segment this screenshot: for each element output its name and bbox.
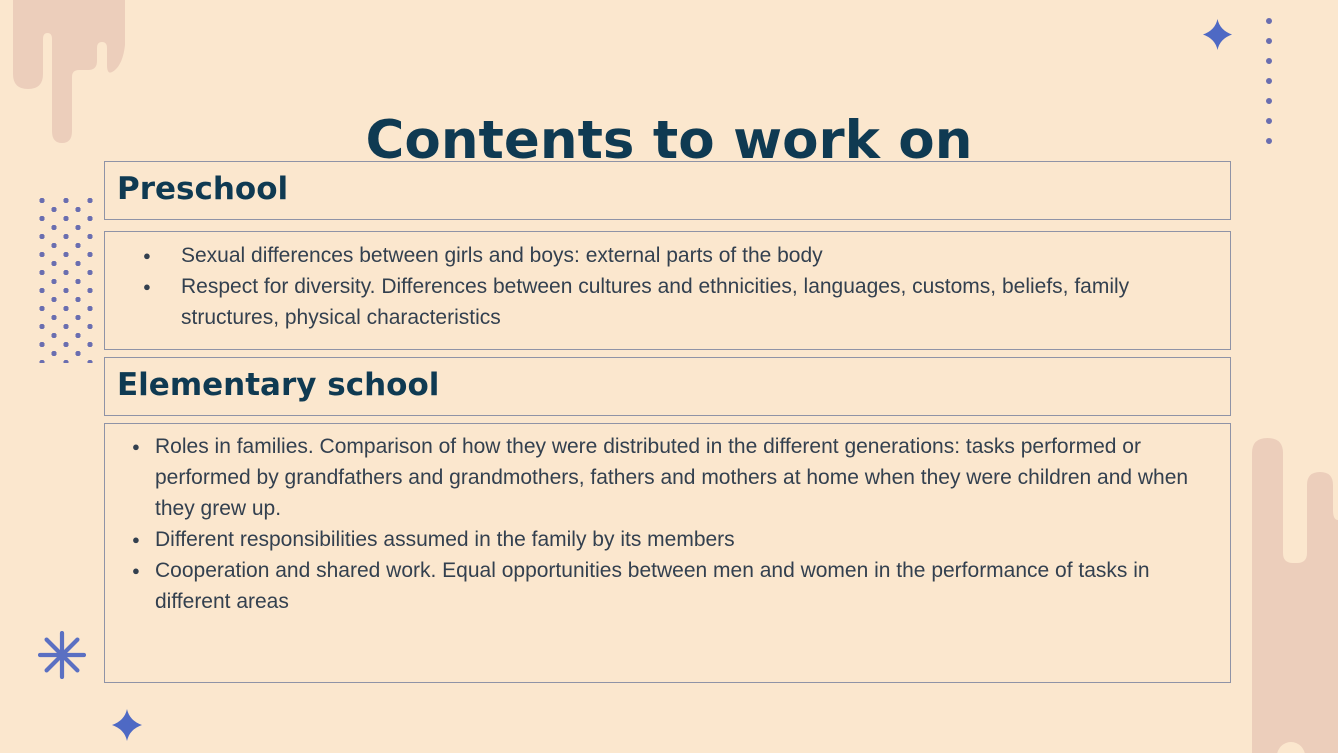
bullet-item [105,555,1220,617]
dots-grid-left [36,196,94,363]
diamond-icon [1201,19,1234,50]
bullet-text: Sexual differences between girls and boys: external parts of the body [181,244,823,267]
section-content-elementary [104,423,1231,683]
asterisk-icon [38,631,86,679]
bullet-item [105,240,1222,271]
section-content-preschool [104,231,1231,350]
section-heading-preschool: Preschool [104,161,1231,220]
bullet-item [105,431,1220,524]
diamond-icon [112,709,142,741]
bullet-item [105,271,1222,333]
bullet-text: Respect for diversity. Differences between cultures and ethnicities, languages, customs, beliefs, family structures, physical characteristics [181,275,1130,329]
drip-bottom-right-shape [1240,430,1338,753]
bullet-text: Different responsibilities assumed in the family by its members [155,528,735,551]
bullet-item [105,524,1220,555]
section-heading-elementary: Elementary school [104,357,1231,416]
bullet-text: Roles in families. Comparison of how they were distributed in the different generations: tasks performed or performed by grandfathers and grandmothers, fathers and mothers at home when they were children and when they grew up. [155,435,1189,520]
bullet-text: Cooperation and shared work. Equal opportunities between men and women in the performance of tasks in different areas [155,559,1150,613]
contents-table [104,161,1231,683]
slide-title: Contents to work on [365,109,973,171]
